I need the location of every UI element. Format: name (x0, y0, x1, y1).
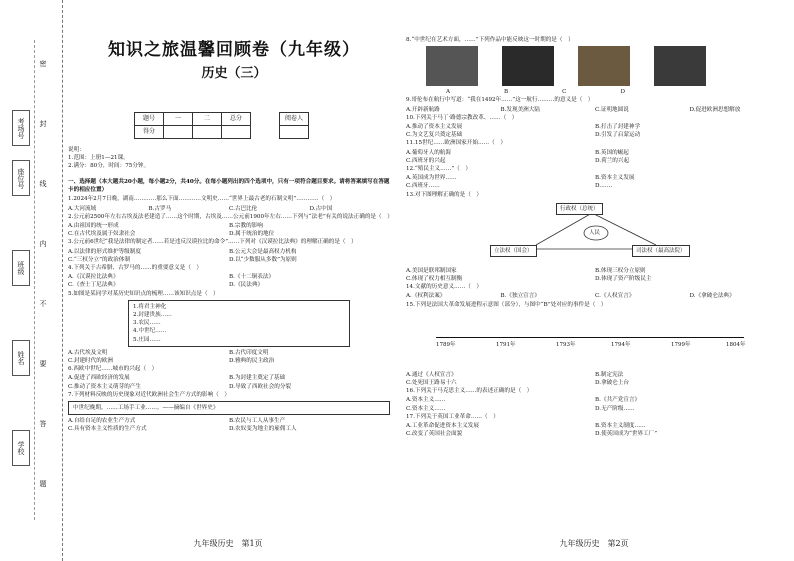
score-gap (251, 126, 280, 139)
seal-char: 密 (39, 60, 47, 68)
option[interactable]: D.无产阶级…… (595, 405, 635, 412)
score-gap (251, 113, 280, 126)
score-cell: 题号 (135, 113, 164, 126)
option[interactable]: B.体现三权分立原则 (595, 267, 646, 274)
option[interactable]: A.《汉谟拉比法典》 (68, 274, 119, 281)
option[interactable]: A.工业革命促进资本主义发展 (406, 423, 479, 430)
options-13 (406, 267, 784, 283)
option[interactable]: A.自给自足的农业生产方式 (68, 418, 136, 425)
diagram-node-people: 人民 (589, 229, 601, 236)
question-2: 2.公元前2500年左右古埃及法老建造了……这个时期，古埃及……公元前1900年左右……下列与“法老”有关的说法正确的是（ ） (68, 213, 393, 220)
options-17 (406, 422, 784, 438)
options-9 (406, 106, 784, 114)
options-15 (406, 371, 784, 387)
option[interactable]: B.《共产党宣言》 (595, 397, 641, 404)
option[interactable]: C.处死国王路易十六 (406, 380, 457, 387)
option[interactable]: B.农民与工人从事生产 (229, 418, 286, 425)
seal-char: 不 (39, 300, 47, 308)
option[interactable]: D.使英国成为“世界工厂” (595, 431, 658, 438)
page-1 (64, 0, 392, 561)
option[interactable]: A.资本主义…… (406, 397, 446, 404)
option[interactable]: C.为文艺复兴奠定基础 (406, 132, 463, 139)
q15-timeline (406, 311, 784, 369)
picture-d (654, 46, 706, 86)
picture-label[interactable]: C (562, 89, 567, 96)
option[interactable]: D.拿破仑上台 (595, 380, 630, 387)
page-subtitle: 历史（三） (201, 66, 267, 81)
options-4 (68, 273, 390, 289)
timeline-label: 1793年 (556, 341, 576, 348)
section-1-continued (406, 36, 784, 438)
picture-c (578, 46, 630, 86)
question-13: 13.对下图理解正确的是（ ） (406, 191, 483, 198)
option[interactable]: A.古代埃及文明 (68, 349, 108, 356)
options-14 (406, 292, 784, 300)
score-cell: 得分 (135, 126, 164, 139)
option[interactable]: C.西班牙的兴起 (406, 157, 446, 164)
option[interactable]: B.公元大会是最高权力机构 (229, 248, 297, 255)
question-11: 11.15世纪……欧洲国家开始……（ ） (406, 140, 506, 147)
seal-char: 封 (39, 120, 47, 128)
page-title: 知识之旅温馨回顾卷（九年级） (108, 40, 360, 60)
diagram-node-judicial: 司法权（最高法院） (632, 245, 690, 257)
question-16: 16.下列关于马克思主义……的表述正确的是（ ） (406, 388, 533, 395)
option[interactable]: D.雅典的民主政治 (229, 358, 275, 365)
question-14: 14.文献的历史意义……（ ） (406, 284, 483, 291)
notes-item: 1.范围：上册1—21课。 (68, 155, 129, 162)
question-7: 7.下列材料反映的历史现象对近代欧洲社会生产方式的影响（ ） (68, 391, 230, 398)
grader-cell[interactable] (280, 126, 309, 139)
score-cell: 一 (164, 113, 193, 126)
option[interactable]: C.体现了权力相互制衡 (406, 276, 463, 283)
option[interactable]: D.导致了西欧社会的分裂 (229, 383, 292, 390)
q13-diagram (406, 201, 784, 265)
page-1-footer: 九年级历史 第1页 (193, 539, 263, 548)
notes (68, 146, 388, 171)
question-15: 15.下列是法国大革命发展进程示意图（部分），与图中“B”处对应的事件是（ ） (406, 301, 607, 308)
options-12 (406, 174, 784, 190)
question-8: 8.“中世纪在艺术方面，……”下列作品中能反映这一时期的是（ ） (406, 37, 574, 43)
options-16 (406, 396, 784, 412)
score-cell[interactable] (193, 126, 222, 139)
options-7 (68, 417, 390, 433)
picture-label[interactable]: D (620, 89, 625, 96)
question-1: 1.2024年2月7日晚，湖南…………那么下面…………文明史……“世界上最古老的石制文明”…………（ ） (68, 196, 336, 203)
question-17: 17.下列关于英国工业革命……（ ） (406, 413, 499, 420)
option[interactable]: A.推动了资本主义发展 (406, 124, 463, 131)
score-cell[interactable] (222, 126, 251, 139)
option[interactable]: B.制定宪法 (595, 371, 624, 378)
option[interactable]: C.《人权宣言》 (595, 293, 635, 300)
option[interactable]: C.《查士丁尼法典》 (68, 282, 119, 289)
q7-box: 中世纪晚期，……工场手工业……。——摘编自《世界史》 (68, 401, 390, 415)
option[interactable]: B.古代印度文明 (229, 349, 269, 356)
option[interactable]: C.资本主义…… (406, 405, 446, 412)
exam-room-label: 考场号 (12, 110, 30, 146)
page-2 (402, 0, 786, 561)
option[interactable]: D.属于统治的地位 (229, 231, 275, 238)
option[interactable]: C.改变了英国社会面貌 (406, 431, 463, 438)
timeline-label: 1789年 (436, 341, 456, 348)
class-label: 班级 (12, 250, 30, 286)
option[interactable]: C.西班牙…… (406, 183, 440, 190)
seal-line (34, 40, 35, 520)
option[interactable]: B.资本主义制度…… (595, 423, 646, 430)
score-cell: 二 (193, 113, 222, 126)
notes-heading: 说明： (68, 147, 85, 153)
q5-line: 4.中世纪…… (133, 328, 167, 335)
options-2 (68, 222, 390, 238)
question-10: 10.下列关于马丁·路德宗教改革、……（ ） (406, 114, 518, 121)
timeline-label: 1794年 (611, 341, 631, 348)
question-3: 3.公元前6世纪“我是法律的制定者……若是违反汉谟拉比的命令”……下列对《汉谟拉比法典》的理解正确的是（ ） (68, 239, 357, 246)
grader-cell: 阅卷人 (280, 113, 309, 126)
option[interactable]: D.古中国 (309, 205, 333, 212)
score-cell[interactable] (164, 126, 193, 139)
section-heading: 一、选择题（本大题共20小题，每小题2分，共40分。在每小题列出的四个选项中，只有一项符合题目要求。请将答案填写在答题卡的相应位置） (68, 179, 390, 194)
question-9: 9.哥伦布在航行中写道：“我在1492年……”这一航行………的意义是（ ） (406, 97, 594, 104)
option[interactable]: B.宗教的影响 (229, 223, 263, 230)
option[interactable]: B.《独立宣言》 (500, 293, 540, 300)
q5-box (128, 300, 350, 347)
question-5: 5.如图是某同学对某历史知识点的梳理……该知识点是（ ） (68, 290, 219, 297)
score-cell: 总分 (222, 113, 251, 126)
options-10 (406, 123, 784, 139)
seal-char: 内 (39, 240, 47, 248)
option[interactable]: A.由祖国的统一形成 (68, 223, 119, 230)
question-6: 6.西欧中世纪……城市的兴起（ ） (68, 366, 158, 373)
option[interactable]: C.推动了资本主义萌芽的产生 (68, 383, 141, 390)
seal-char: 线 (39, 180, 47, 188)
timeline-label: 1791年 (496, 341, 516, 348)
option[interactable]: C.在古代埃及属于奴隶社会 (68, 231, 136, 238)
option[interactable]: D.促进欧洲思想解放 (689, 106, 741, 113)
option[interactable]: D.荷兰的兴起 (595, 157, 630, 164)
option[interactable]: A.葡萄牙人的航海 (406, 149, 451, 156)
seal-char: 题 (39, 480, 47, 488)
option[interactable]: B.为封建主奠定了基础 (229, 375, 286, 382)
question-12: 12.“殖民主义……”（ ） (406, 166, 471, 173)
q5-line: 3.农民…… (133, 320, 161, 327)
options-11 (406, 149, 784, 165)
option[interactable]: A.大河流域 (68, 205, 97, 212)
diagram-node-legislative: 立法权（国会） (490, 245, 537, 257)
timeline-label: 1804年 (726, 341, 746, 348)
q8-pictures (426, 46, 784, 86)
option[interactable]: A.以法律的形式维护等级制度 (68, 248, 141, 255)
option[interactable]: D.《拿破仑法典》 (689, 293, 735, 300)
q5-line: 2.封建贵族…… (133, 312, 172, 319)
picture-a (426, 46, 478, 86)
picture-label[interactable]: A (446, 89, 451, 96)
timeline-axis (436, 337, 744, 338)
name-label: 姓名 (12, 340, 30, 376)
option[interactable]: B.英国的崛起 (595, 149, 629, 156)
q5-line: 5.庄园…… (133, 336, 161, 343)
option[interactable]: A.开辟新航路 (406, 106, 440, 113)
diagram-node-executive: 行政权（总统） (556, 203, 603, 215)
option[interactable]: C.具有资本主义性质的生产方式 (68, 426, 147, 433)
notes-item: 2.满分：80分，时间：75分钟。 (68, 163, 150, 170)
options-6 (68, 374, 390, 390)
picture-label[interactable]: B (504, 89, 509, 96)
option[interactable]: C.“三权分立”的政治体制 (68, 256, 130, 263)
picture-b (502, 46, 554, 86)
option[interactable]: A.英国成为世界…… (406, 175, 457, 182)
options-1 (68, 205, 390, 213)
option[interactable]: D.《民法典》 (229, 282, 264, 289)
options-5 (68, 349, 390, 365)
option[interactable]: D.以“少数服从多数”为原则 (229, 256, 297, 263)
option[interactable]: B.打击了封建神学 (595, 124, 641, 131)
option[interactable]: C.证明地圆说 (595, 106, 629, 113)
option[interactable]: B.发现美洲大陆 (500, 106, 540, 113)
timeline-label: 1799年 (671, 341, 691, 348)
section-1 (68, 178, 393, 434)
option[interactable]: D.农奴变为地主的雇佣工人 (229, 426, 297, 433)
option[interactable]: D.引发了启蒙运动 (595, 132, 641, 139)
option[interactable]: A.《权利法案》 (406, 293, 446, 300)
question-4: 4.下列关于古希腊、古罗马的……的重要意义是（ ） (68, 265, 202, 272)
option[interactable]: A.通过《人权宣言》 (406, 371, 457, 378)
school-label: 学校 (12, 430, 30, 466)
option[interactable]: A.美国是联邦制国家 (406, 267, 457, 274)
q8-picture-labels (446, 88, 784, 96)
option[interactable]: A.促进了西欧经济的发展 (68, 375, 130, 382)
option[interactable]: B.资本主义发展 (595, 175, 635, 182)
option[interactable]: B.古罗马 (148, 205, 172, 212)
seat-label: 座位号 (12, 160, 30, 196)
option[interactable]: B.《十二铜表法》 (229, 274, 275, 281)
score-table (134, 112, 309, 139)
option[interactable]: D.体现了资产阶级民主 (595, 276, 652, 283)
option[interactable]: D.…… (595, 183, 613, 190)
page-2-footer: 九年级历史 第2页 (559, 539, 629, 548)
option[interactable]: C.古巴比伦 (229, 205, 258, 212)
seal-char: 要 (39, 360, 47, 368)
q5-line: 1.将君主神化 (133, 303, 167, 310)
option[interactable]: C.封建时代的欧洲 (68, 358, 114, 365)
options-3 (68, 248, 390, 264)
seal-char: 答 (39, 420, 47, 428)
binding-strip (0, 0, 63, 561)
